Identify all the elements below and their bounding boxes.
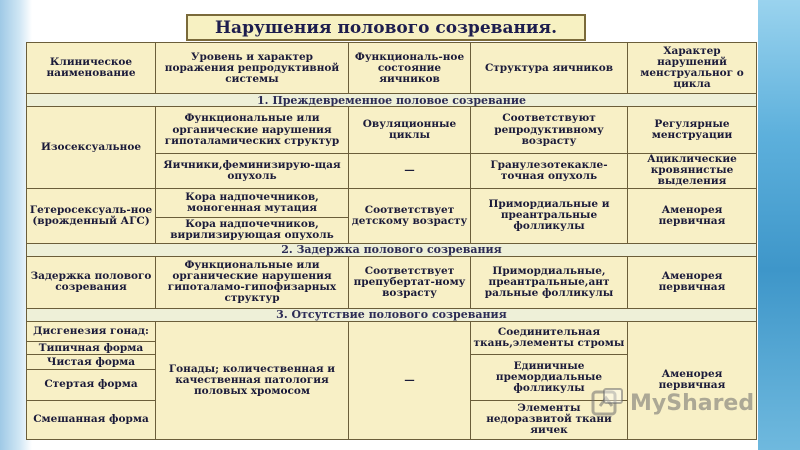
- mixed-form-cell: Смешанная форма: [27, 400, 156, 439]
- delayed-structure-cell: Примордиальные, преантральные,ант ральные фолликулы: [471, 257, 628, 308]
- hetero-cycle-cell: Аменорея первичная: [628, 188, 757, 244]
- iso-tumor-function-cell: —: [349, 153, 471, 188]
- puberty-disorders-table: [26, 42, 757, 440]
- header-function: Функциональ-ное состояние яичников: [349, 43, 471, 94]
- hetero-name-cell: Гетеросексуаль-ное (врожденный АГС): [27, 188, 156, 244]
- section-row-1: [27, 94, 757, 107]
- iso-tumor-cycle-cell: Ациклические кровянистые выделения: [628, 153, 757, 188]
- watermark-text: MyShared: [630, 390, 755, 416]
- absent-structure1-cell: Соединительная ткань,элементы стромы: [471, 321, 628, 355]
- section-title-absent: 3. Отсутствие полового созревания: [27, 308, 757, 321]
- section-row-3: [27, 308, 757, 321]
- delayed-cycle-cell: Аменорея первичная: [628, 257, 757, 308]
- delayed-function-cell: Соответствует препубертат-ному возрасту: [349, 257, 471, 308]
- header-cycle: Характер нарушений менструальног о цикла: [628, 43, 757, 94]
- section-row-2: [27, 244, 757, 257]
- iso-cycle-cell: Регулярные менструации: [628, 107, 757, 153]
- hetero-level2-cell: Кора надпочечников, вирилизирующая опухоль: [156, 217, 349, 244]
- iso-level-cell: Функциональные или органические нарушения гипоталамических структур: [156, 107, 349, 153]
- erased-form-cell: Стертая форма: [27, 369, 156, 400]
- hetero-structure-cell: Примордиальные и преантральные фолликулы: [471, 188, 628, 244]
- table-row: [27, 321, 757, 342]
- section-title-delayed: 2. Задержка полового созревания: [27, 244, 757, 257]
- header-level: Уровень и характер поражения репродуктивной системы: [156, 43, 349, 94]
- section-title-precocious: 1. Преждевременное половое созревание: [27, 94, 757, 107]
- slide-title: Нарушения полового созревания.: [186, 14, 586, 41]
- header-structure: Структура яичников: [471, 43, 628, 94]
- iso-tumor-structure-cell: Гранулезотекакле-точная опухоль: [471, 153, 628, 188]
- iso-name-cell: Изосексуальное: [27, 107, 156, 188]
- absent-cycle-cell: Аменорея первичная: [628, 321, 757, 439]
- header-clinical-name: Клиническое наименование: [27, 43, 156, 94]
- absent-function-cell: —: [349, 321, 471, 439]
- iso-structure-cell: Соответствуют репродуктивному возрасту: [471, 107, 628, 153]
- absent-structure3-cell: Элементы недоразвитой ткани яичек: [471, 400, 628, 439]
- table-header-row: [27, 43, 757, 94]
- delayed-name-cell: Задержка полового созревания: [27, 257, 156, 308]
- table-row: [27, 188, 757, 217]
- table-row: [27, 257, 757, 308]
- iso-tumor-level-cell: Яичники,феминизирую-щая опухоль: [156, 153, 349, 188]
- absent-structure2-cell: Единичные премордиальные фолликулы: [471, 355, 628, 400]
- hetero-function-cell: Соответствует детскому возрасту: [349, 188, 471, 244]
- hetero-level1-cell: Кора надпочечников, моногенная мутация: [156, 188, 349, 217]
- dysgenesis-cell: Дисгенезия гонад:: [27, 321, 156, 342]
- iso-function-cell: Овуляционные циклы: [349, 107, 471, 153]
- table-row: [27, 107, 757, 153]
- typical-form-cell: Типичная форма: [27, 342, 156, 355]
- pure-form-cell: Чистая форма: [27, 355, 156, 369]
- delayed-level-cell: Функциональные или органические нарушения гипоталамо-гипофизарных структур: [156, 257, 349, 308]
- absent-level-cell: Гонады; количественная и качественная патология половых хромосом: [156, 321, 349, 439]
- right-background-strip: [758, 0, 800, 450]
